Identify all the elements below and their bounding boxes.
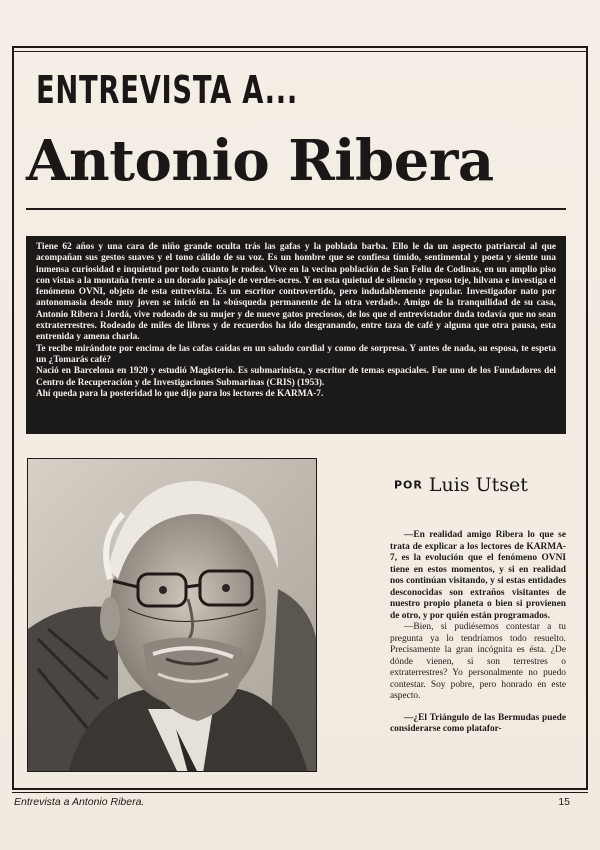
intro-box bbox=[26, 236, 566, 434]
byline-prefix: POR bbox=[394, 478, 423, 492]
paragraph-gap bbox=[390, 703, 566, 713]
footer-rule-thin bbox=[12, 792, 588, 793]
intro-paragraph: Nació en Barcelona en 1920 y estudió Magisterio. Es submarinista, y escritor de temas espaciales. Fue uno de los Fundadores del Centro de Recuperación y de Investigaciones Submarinas (CRIS) (1953). bbox=[36, 366, 556, 388]
page-frame-left bbox=[12, 46, 14, 788]
byline-author: Luis Utset bbox=[428, 474, 528, 496]
interview-column bbox=[390, 530, 566, 736]
page-frame-right bbox=[586, 46, 588, 788]
title-rule bbox=[26, 208, 566, 210]
question-1: —En realidad amigo Ribera lo que se trata de explicar a los lectores de KARMA-7, es la evolución que el fenómeno OVNI tiene en estos momentos, y si en realidad nos continúan visitando, y si estas entidades desconocidas son extraños visitantes de nuestro propio planeta o bien si provienen de otro, y por quién están programados. bbox=[390, 530, 566, 621]
page-number: 15 bbox=[558, 796, 570, 808]
question-2: —¿El Triángulo de las Bermudas puede considerarse como platafor- bbox=[390, 712, 566, 734]
footer-caption: Entrevista a Antonio Ribera. bbox=[14, 796, 145, 808]
section-kicker: ENTREVISTA A... bbox=[36, 68, 298, 112]
portrait-illustration bbox=[28, 459, 317, 772]
intro-paragraph: Te recibe mirándote por encima de las cafas caídas en un saludo cordial y como de sorpresa. Y antes de nada, su esposa, te espeta un ¿Tomarás café? bbox=[36, 343, 556, 365]
page-title: Antonio Ribera bbox=[26, 128, 494, 194]
portrait-photo bbox=[27, 458, 317, 772]
intro-paragraph: Tiene 62 años y una cara de niño grande oculta trás las gafas y la poblada barba. Ello le da un aspecto patriarcal al que acompañan sus gestos suaves y el tono cálido de su voz. Es un hombre que se confiesa tímido, sentimental y poeta y siente una inmensa curiosidad e inquietud por todo cuanto le rodea. Vive en la vecina población de San Feliu de Codinas, en un amplio piso con vistas a la montaña frente a un dorado paisaje de verdes-ocres. Y en esta quietud de silencio y reposo teje, hilvana e investiga el fenómeno OVNI, objeto de esta entrevista. Es un escritor controvertido, pero indudablemente popular. Investigador nato por antonomasia desde muy joven se inició en la «búsqueda permanente de la otra verdad». Amigo de la tranquilidad de su casa, Antonio Ribera i Jordá, vive rodeado de su mujer y de nueve gatos preciosos, de los que el entrevistador duda todavía que no sean extraterrestres. Rodeado de miles de libros y de recuerdos ha ido desgranando, entre taza de café y alguna que otra pausa, esta entrenida y amena charla. bbox=[36, 242, 556, 343]
byline bbox=[394, 474, 528, 496]
footer-rule bbox=[12, 788, 588, 790]
answer-1: —Bien, si pudiésemos contestar a tu pregunta ya lo tendríamos todo resuelto. Precisamente la gran incógnita es ésta. ¿De dónde vienen, si son terrestres o extraterrestres? Yo personalmente no puedo contestar. Soy pobre, pero honrado en este aspecto. bbox=[390, 622, 566, 701]
intro-paragraph: Ahí queda para la posteridad lo que dijo para los lectores de KARMA-7. bbox=[36, 388, 324, 399]
